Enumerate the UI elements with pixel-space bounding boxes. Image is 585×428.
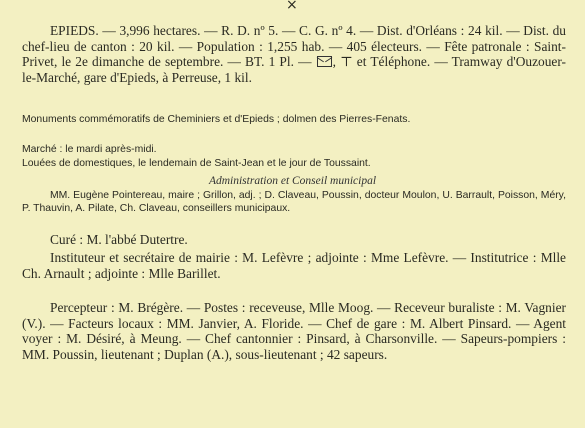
teacher-text: Instituteur et secrétaire de mairie : M. Lefèvre ; adjointe : Mme Lefèvre. — Institutrice : Mlle Ch. Arnault ; adjointe : Mlle Barillet. bbox=[22, 250, 566, 281]
telegraph-envelope-icon bbox=[317, 56, 332, 67]
commune-entry bbox=[22, 23, 566, 85]
market-text: Marché : le mardi après-midi. bbox=[22, 144, 157, 155]
council-text: MM. Eugène Pointereau, maire ; Grillon, adj. ; D. Claveau, Poussin, docteur Moulon, U. Barrault, Poisson, Méry, P. Thauvin, A. Pilate, Ch. Claveau, conseillers municipaux. bbox=[22, 190, 566, 214]
monuments-text: Monuments commémoratifs de Cheminiers et d'Epieds ; dolmen des Pierres-Fenats. bbox=[22, 114, 411, 125]
top-mark: × bbox=[286, 0, 298, 13]
commune-entry-tail: , ⊤ et Téléphone. — Tramway d'Ouzouer-le-Marché, gare d'Epieds, à Perreuse, 1 kil. bbox=[22, 54, 567, 85]
admin-heading: Administration et Conseil municipal bbox=[208, 175, 377, 187]
commune-entry-text: EPIEDS. — 3,996 hectares. — R. D. nº 5. — C. G. nº 4. — Dist. d'Orléans : 24 kil. — Dist. du chef-lieu de canton : 20 kil. — Population : 1,255 hab. — 405 électeurs. — Fête patronale : Saint-Privet, le 2e dimanche de septembre. — BT. 1 Pl. — bbox=[22, 23, 566, 70]
servants-fair-text: Louées de domestiques, le lendemain de Saint-Jean et le jour de Toussaint. bbox=[22, 158, 371, 169]
services-text: Percepteur : M. Brégère. — Postes : receveuse, Mlle Moog. — Receveur buraliste : M. Vagnier (V.). — Facteurs locaux : MM. Janvier, A. Floride. — Chef de gare : M. Albert Pinsard. — Agent voyer : M. Désiré, à Meung. — Chef cantonnier : Pinsard, à Charsonville. — Sapeurs-pompiers : MM. Poussin, lieutenant ; Duplan (A.), sous-lieutenant ; 42 sapeurs. bbox=[22, 300, 566, 362]
cure-text: Curé : M. l'abbé Dutertre. bbox=[50, 232, 188, 247]
